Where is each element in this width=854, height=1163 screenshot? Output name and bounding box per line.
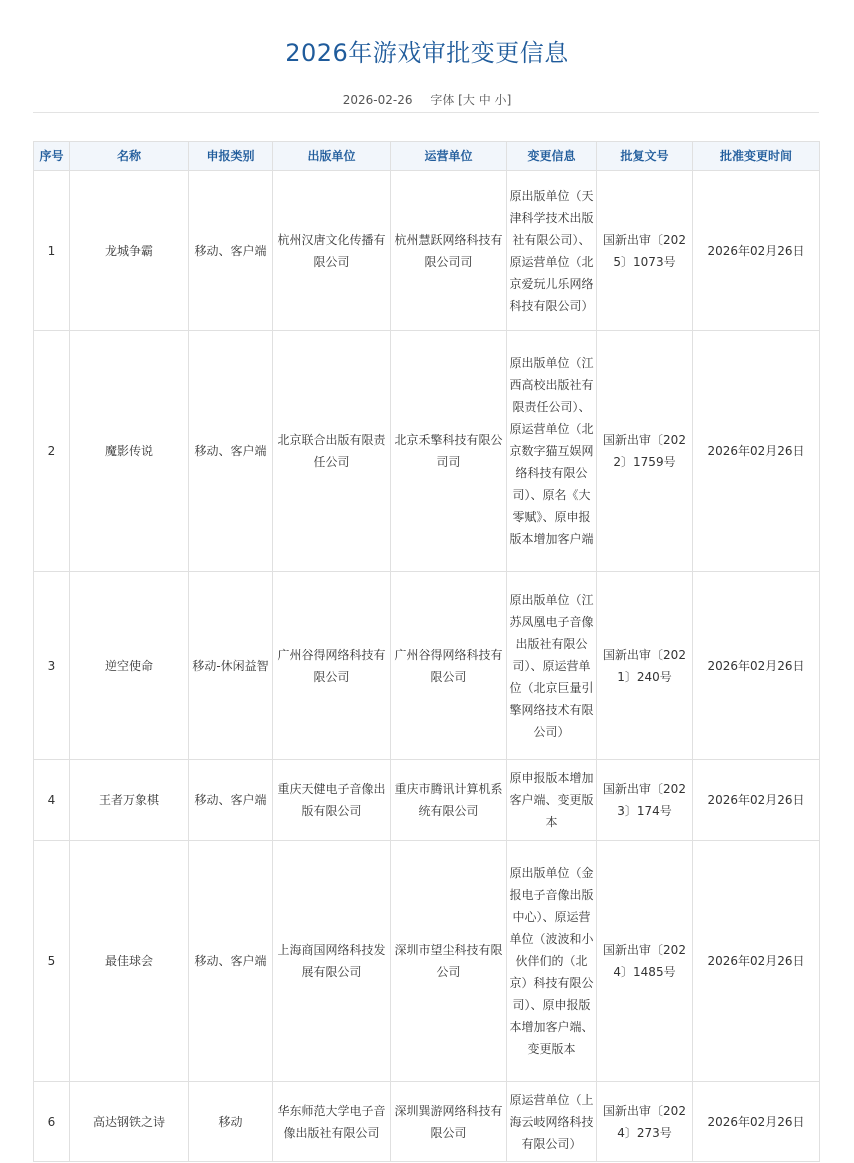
game-change-table	[33, 141, 820, 1162]
row-category: 移动、客户端	[189, 171, 273, 331]
row-no: 6	[34, 1082, 70, 1162]
row-changes: 原出版单位（金报电子音像出版中心）、原运营单位（波波和小伙伴们的（北京）科技有限公司）、原申报版本增加客户端、变更版本	[507, 841, 597, 1082]
row-publisher: 华东师范大学电子音像出版社有限公司	[273, 1082, 391, 1162]
row-changes: 原申报版本增加客户端、变更版本	[507, 760, 597, 841]
row-approval: 国新出审〔2023〕174号	[597, 760, 693, 841]
font-size-label: 字体	[430, 93, 455, 107]
row-name: 魔影传说	[70, 331, 189, 572]
header-operator: 运营单位	[391, 142, 507, 171]
row-operator: 重庆市腾讯计算机系统有限公司	[391, 760, 507, 841]
table-row	[34, 841, 820, 1082]
row-changes: 原出版单位（江西高校出版社有限责任公司）、原运营单位（北京数字猫互娱网络科技有限公司）、原名《大零赋》、原申报版本增加客户端	[507, 331, 597, 572]
table-row	[34, 1082, 820, 1162]
row-category: 移动-休闲益智	[189, 572, 273, 760]
row-operator: 杭州慧跃网络科技有限公司司	[391, 171, 507, 331]
row-changes: 原出版单位（江苏凤凰电子音像出版社有限公司）、原运营单位（北京巨量引擎网络技术有限公司）	[507, 572, 597, 760]
header-date: 批准变更时间	[693, 142, 820, 171]
row-category: 移动、客户端	[189, 841, 273, 1082]
row-operator: 北京禾擎科技有限公司司	[391, 331, 507, 572]
font-size-large-link[interactable]: 大	[462, 93, 475, 107]
table-row	[34, 331, 820, 572]
row-date: 2026年02月26日	[693, 572, 820, 760]
row-approval: 国新出审〔2021〕240号	[597, 572, 693, 760]
font-size-medium-link[interactable]: 中	[478, 93, 491, 107]
row-changes: 原运营单位（上海云岐网络科技有限公司）	[507, 1082, 597, 1162]
row-name: 高达钢铁之诗	[70, 1082, 189, 1162]
row-publisher: 杭州汉唐文化传播有限公司	[273, 171, 391, 331]
row-date: 2026年02月26日	[693, 171, 820, 331]
row-no: 5	[34, 841, 70, 1082]
row-category: 移动、客户端	[189, 331, 273, 572]
row-name: 王者万象棋	[70, 760, 189, 841]
row-name: 龙城争霸	[70, 171, 189, 331]
row-date: 2026年02月26日	[693, 1082, 820, 1162]
row-publisher: 广州谷得网络科技有限公司	[273, 572, 391, 760]
row-name: 最佳球会	[70, 841, 189, 1082]
row-name: 逆空使命	[70, 572, 189, 760]
row-operator: 深圳市望尘科技有限公司	[391, 841, 507, 1082]
row-date: 2026年02月26日	[693, 331, 820, 572]
row-category: 移动、客户端	[189, 760, 273, 841]
table-row	[34, 760, 820, 841]
font-size-close-bracket: ]	[506, 93, 512, 107]
header-name: 名称	[70, 142, 189, 171]
row-no: 1	[34, 171, 70, 331]
row-approval: 国新出审〔2022〕1759号	[597, 331, 693, 572]
row-publisher: 上海商国网络科技发展有限公司	[273, 841, 391, 1082]
header-category: 申报类别	[189, 142, 273, 171]
row-operator: 深圳巽游网络科技有限公司	[391, 1082, 507, 1162]
row-operator: 广州谷得网络科技有限公司	[391, 572, 507, 760]
row-date: 2026年02月26日	[693, 760, 820, 841]
font-size-open-bracket: [	[458, 93, 463, 107]
table-row	[34, 572, 820, 760]
row-approval: 国新出审〔2024〕1485号	[597, 841, 693, 1082]
row-date: 2026年02月26日	[693, 841, 820, 1082]
font-size-small-link[interactable]: 小	[494, 93, 507, 107]
table-header-row	[34, 142, 820, 171]
table-row	[34, 171, 820, 331]
header-changes: 变更信息	[507, 142, 597, 171]
row-approval: 国新出审〔2024〕273号	[597, 1082, 693, 1162]
header-no: 序号	[34, 142, 70, 171]
row-changes: 原出版单位（天津科学技术出版社有限公司）、原运营单位（北京爱玩儿乐网络科技有限公司）	[507, 171, 597, 331]
article-meta	[0, 91, 854, 108]
row-no: 4	[34, 760, 70, 841]
publish-date: 2026-02-26	[342, 93, 413, 107]
row-no: 3	[34, 572, 70, 760]
row-publisher: 重庆天健电子音像出版有限公司	[273, 760, 391, 841]
row-approval: 国新出审〔2025〕1073号	[597, 171, 693, 331]
row-no: 2	[34, 331, 70, 572]
page-title: 2026年游戏审批变更信息	[285, 39, 569, 67]
row-category: 移动	[189, 1082, 273, 1162]
header-publisher: 出版单位	[273, 142, 391, 171]
header-approval: 批复文号	[597, 142, 693, 171]
title-divider	[33, 112, 819, 113]
row-publisher: 北京联合出版有限责任公司	[273, 331, 391, 572]
